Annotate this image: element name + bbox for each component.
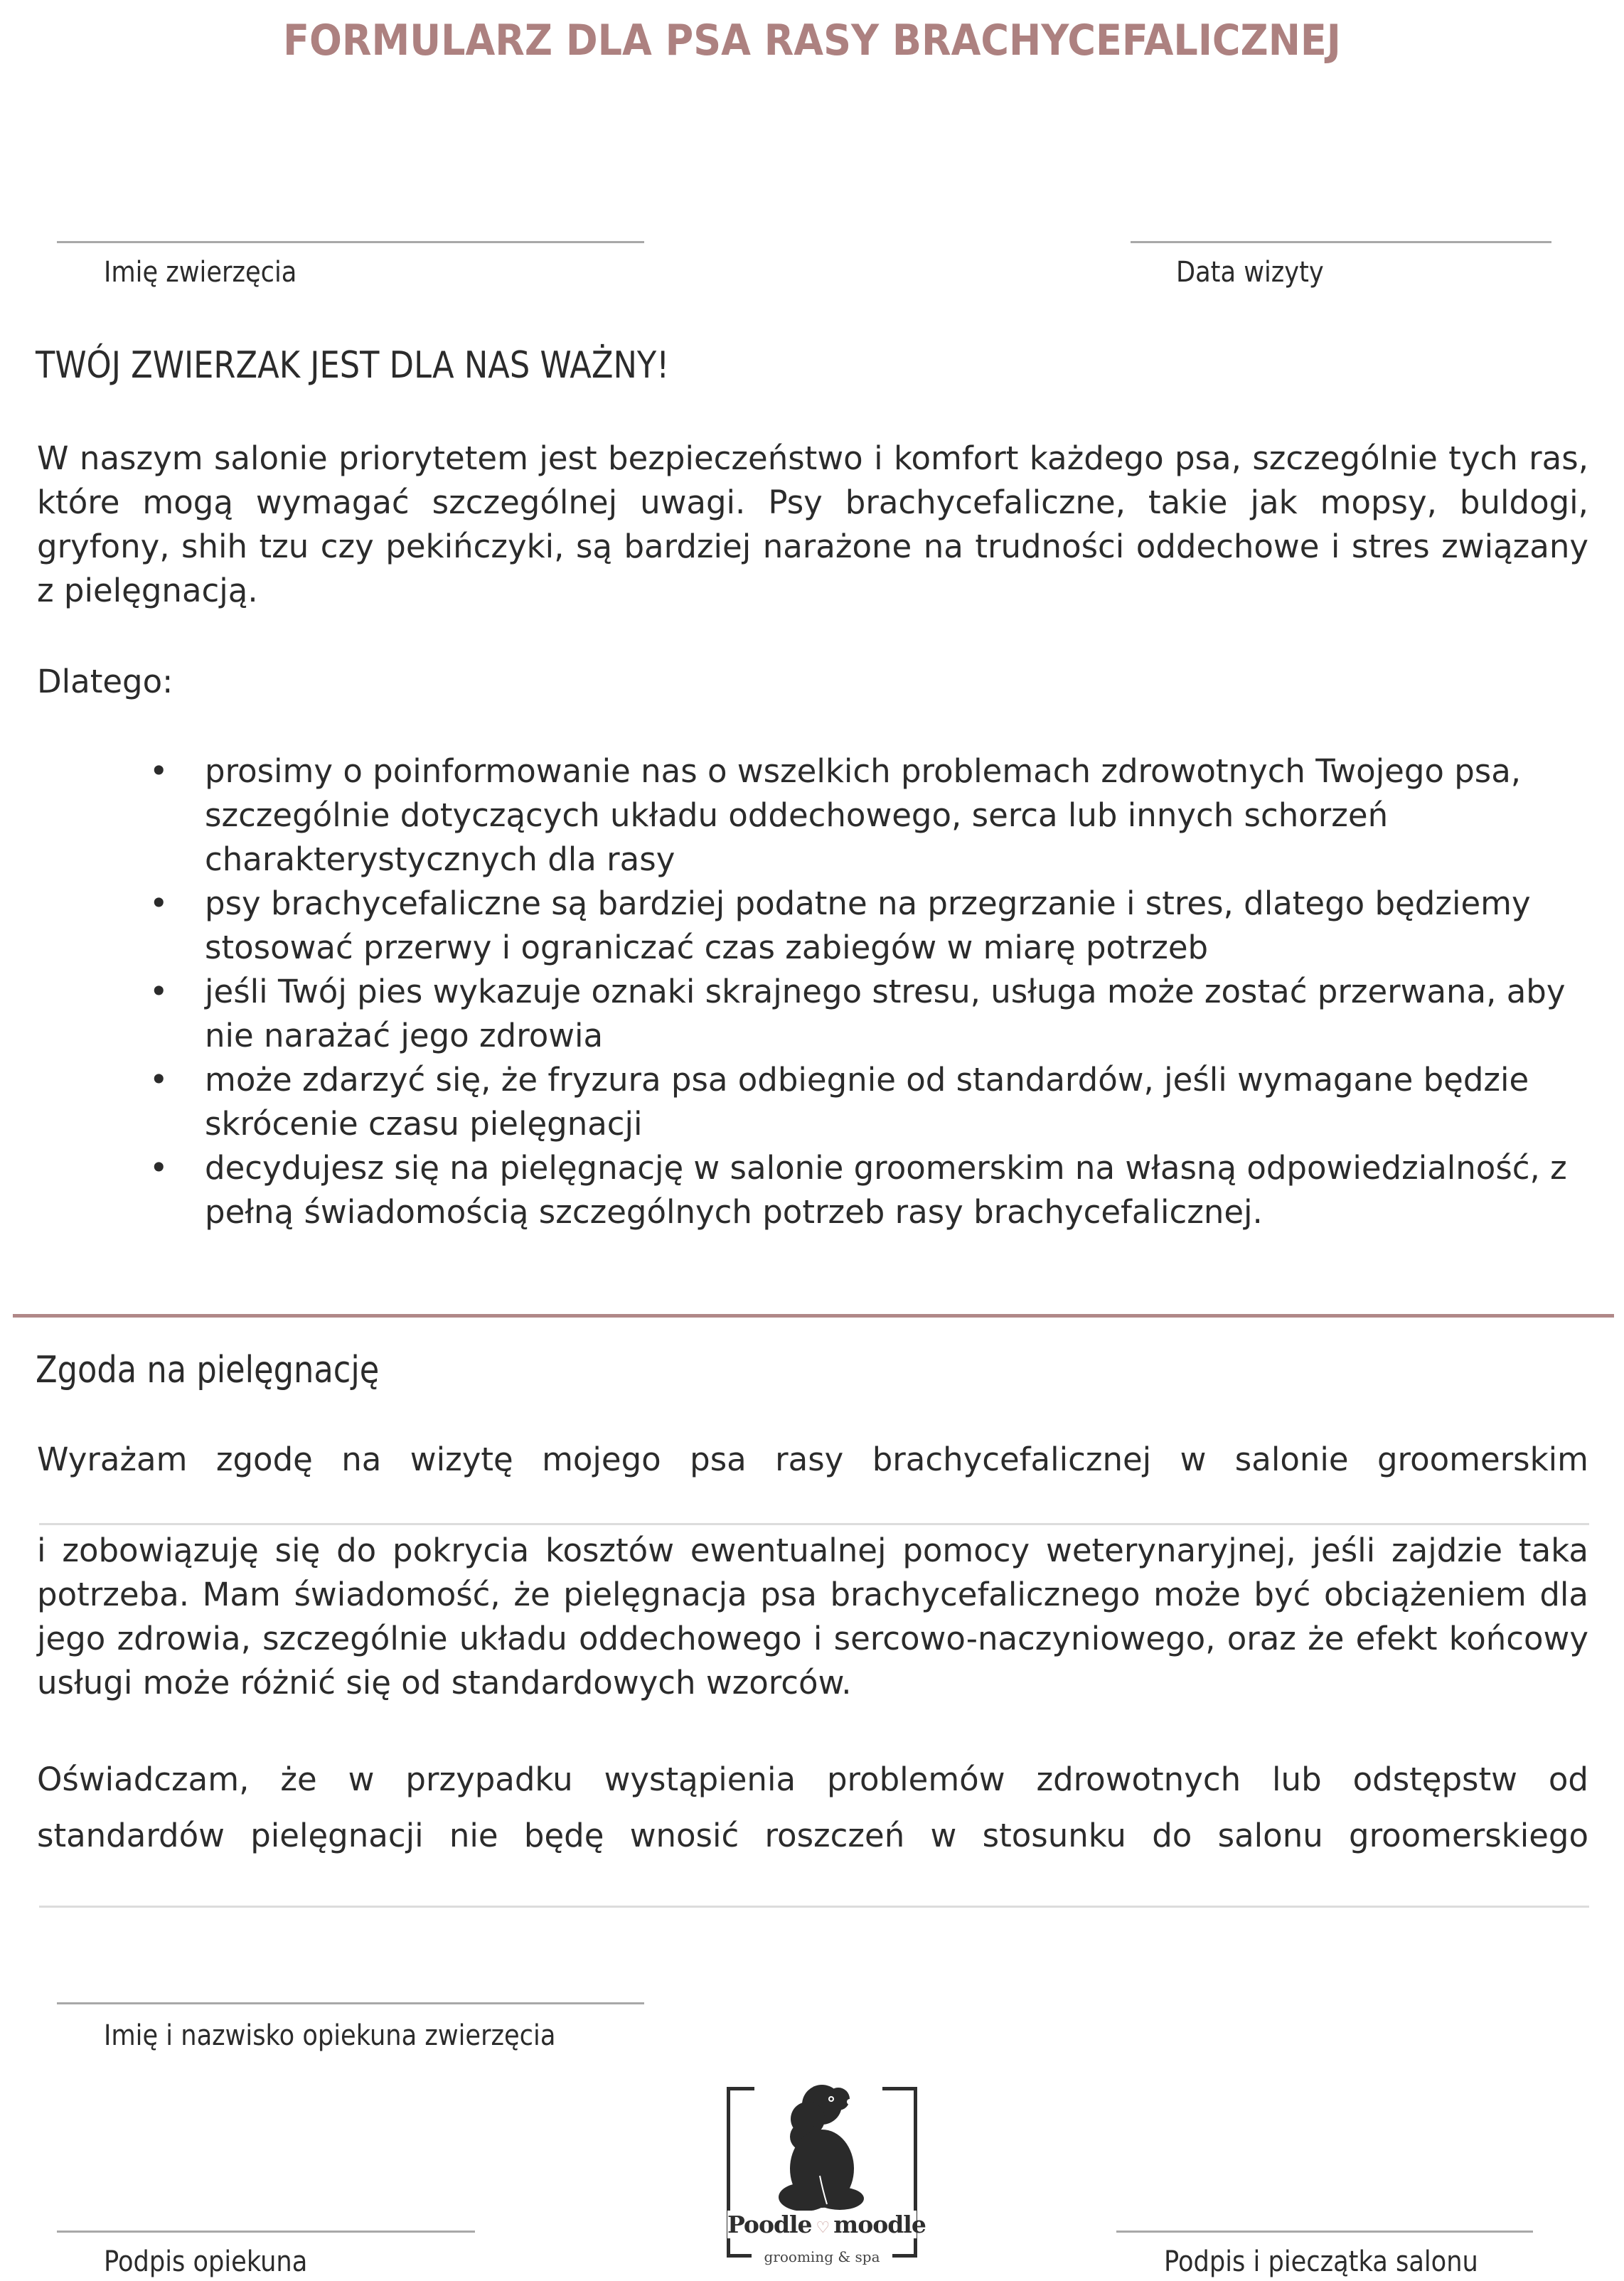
pet-name-field[interactable] [57,241,644,243]
salon-logo [727,2087,926,2265]
visit-date-field[interactable] [1131,241,1551,243]
statement-fill-line[interactable] [39,1906,1589,1908]
logo-name-part1: Poodle [727,2211,812,2238]
intro-paragraph: W naszym salonie priorytetem jest bezpieczeństwo i komfort każdego psa, szczególnie tych ras, które mogą wymagać szczególnej uwagi. Psy brachycefaliczne, takie jak mopsy, buldogi, gryfony, shih tzu czy pekińczyki, są bardziej narażone na trudności oddechowe i stres związany z pielęgnacją. [37,439,1588,609]
owner-signature-field[interactable] [57,2231,475,2233]
visit-date-label: Data wizyty [1176,256,1324,289]
therefore-label: Dlatego: [37,663,173,700]
list-item [135,970,1593,1058]
heart-icon: ♡ [811,2219,834,2237]
salon-signature-field[interactable] [1116,2231,1533,2233]
requirements-list [135,749,1593,1234]
list-item-text: prosimy o poinformowanie nas o wszelkich problemach zdrowotnych Twojego psa, szczególnie dotyczących układu oddechowego, serca lub innych schorzeń charakterystycznych dla rasy [205,752,1522,878]
bullet-icon: • [149,1061,169,1099]
logo-name-part2: moodle [833,2211,926,2238]
poodle-silhouette-icon [754,2083,882,2215]
list-item [135,882,1593,970]
pet-name-label: Imię zwierzęcia [104,256,297,289]
owner-signature-label: Podpis opiekuna [104,2245,308,2278]
salon-signature-label: Podpis i pieczątka salonu [1164,2245,1478,2278]
consent-heading: Zgoda na pielęgnację [36,1349,380,1391]
logo-wordmark [727,2211,926,2238]
list-item-text: psy brachycefaliczne są bardziej podatne na przegrzanie i stres, dlatego będziemy stosować przerwy i ograniczać czas zabiegów w miarę potrzeb [205,885,1531,966]
list-item [135,1058,1593,1146]
logo-tagline: grooming & spa [752,2248,892,2265]
consent-line-1: Wyrażam zgodę na wizytę mojego psa rasy brachycefalicznej w salonie groomerskim [37,1441,1588,1478]
list-item-text: decydujesz się na pielęgnację w salonie groomerskim na własną odpowiedzialność, z pełną świadomością szczególnych potrzeb rasy brachycefalicznej. [205,1149,1567,1231]
list-item [135,1146,1593,1234]
bullet-icon: • [149,885,169,922]
section-divider [13,1314,1614,1318]
list-item-text: może zdarzyć się, że fryzura psa odbiegnie od standardów, jeśli wymagane będzie skrócenie czasu pielęgnacji [205,1061,1529,1143]
intro-heading: TWÓJ ZWIERZAK JEST DLA NAS WAŻNY! [36,344,670,387]
bullet-icon: • [149,973,169,1010]
consent-paragraph: i zobowiązuję się do pokrycia kosztów ewentualnej pomocy weterynaryjnej, jeśli zajdzie taka potrzeba. Mam świadomość, że pielęgnacja psa brachycefalicznego może być obciążeniem dla jego zdrowia, szczególnie układu oddechowego i sercowo-naczyniowego, oraz że efekt końcowy usługi może różnić się od standardowych wzorców. [37,1532,1588,1702]
bullet-icon: • [149,752,169,790]
statement-line-1: Oświadczam, że w przypadku wystąpienia problemów zdrowotnych lub odstępstw od [37,1761,1588,1798]
list-item [135,749,1593,882]
list-item-text: jeśli Twój pies wykazuje oznaki skrajnego stresu, usługa może zostać przerwana, aby nie narażać jego zdrowia [205,973,1566,1054]
document-title: FORMULARZ DLA PSA RASY BRACHYCEFALICZNEJ [283,16,1341,65]
bullet-icon: • [149,1149,169,1187]
consent-fill-line-1[interactable] [39,1523,1589,1525]
owner-name-label: Imię i nazwisko opiekuna zwierzęcia [104,2019,556,2052]
owner-name-field[interactable] [57,2002,644,2004]
statement-line-2: standardów pielęgnacji nie będę wnosić roszczeń w stosunku do salonu groomerskiego [37,1817,1588,1854]
